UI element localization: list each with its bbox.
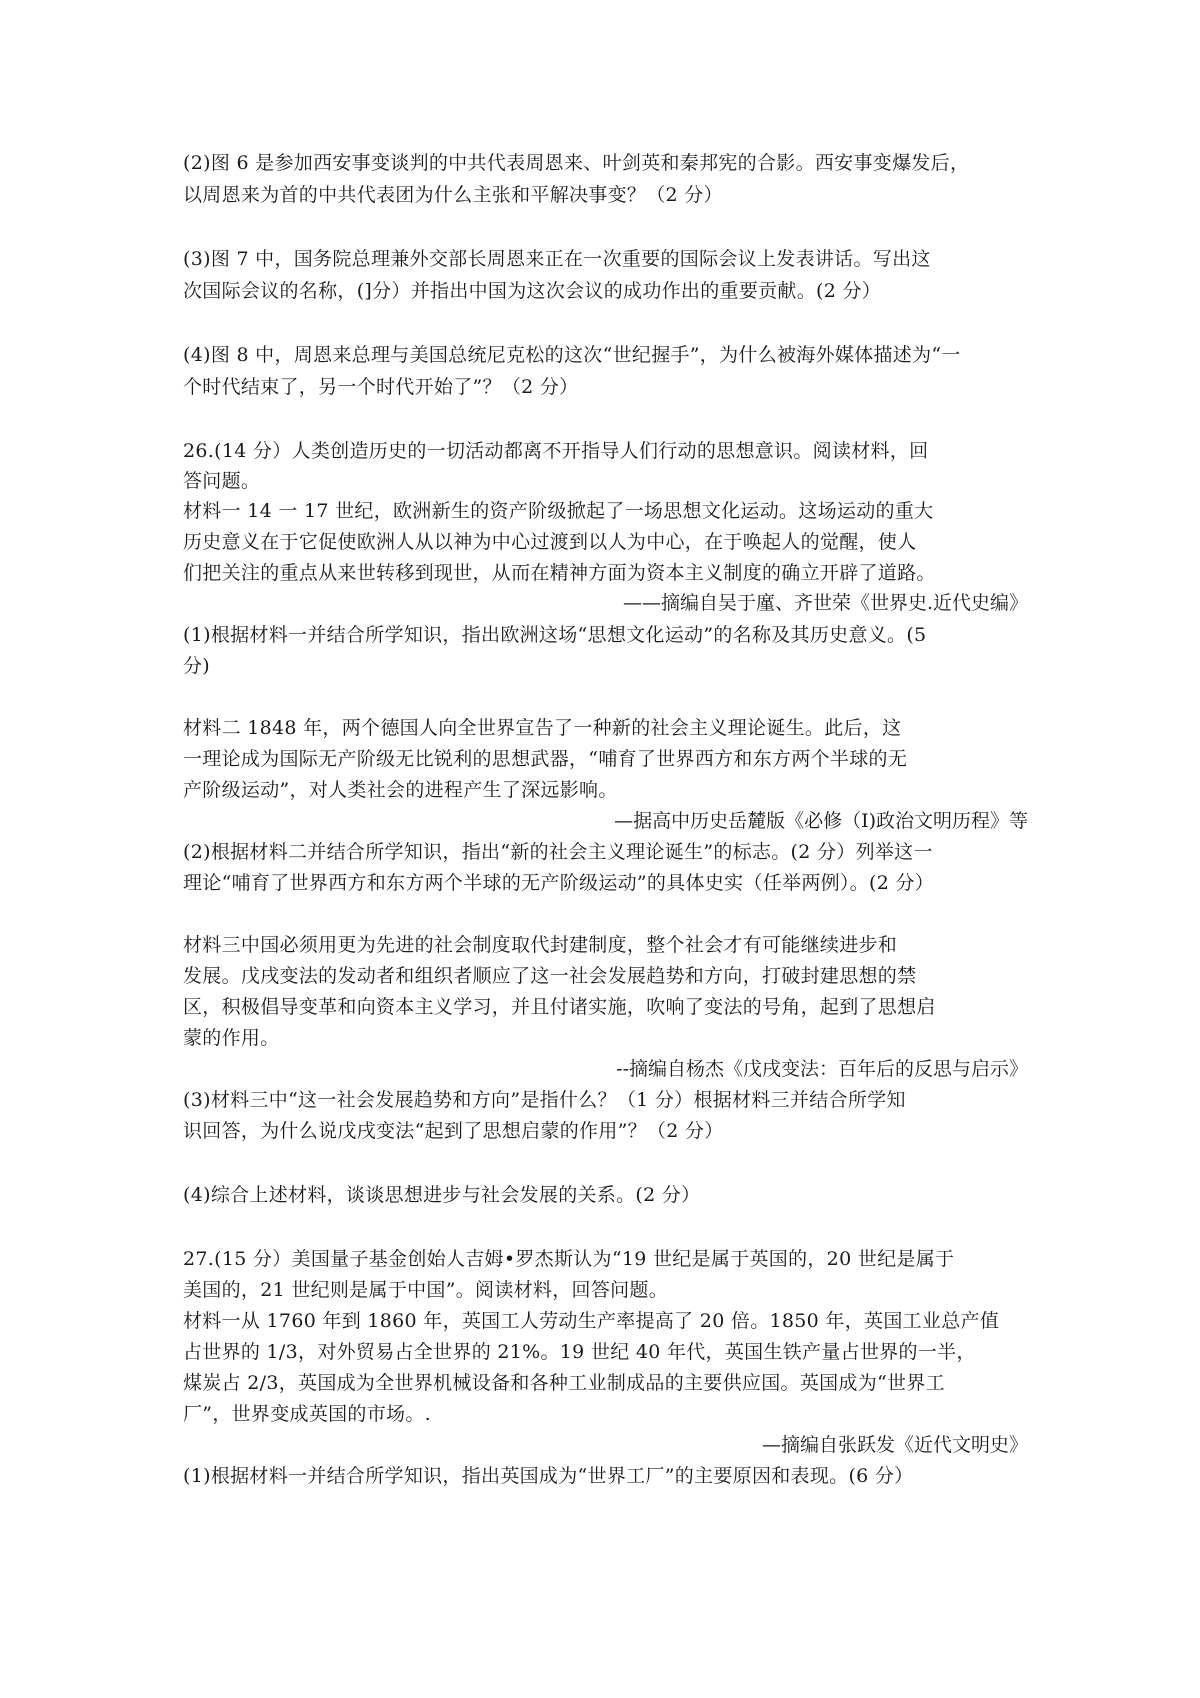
q25-2-line-2: 以周恩来为首的中共代表团为什么主张和平解决事变？（2 分）	[183, 184, 723, 206]
q26-question-3-line-2: 识回答，为什么说戊戌变法“起到了思想启蒙的作用”？（2 分）	[183, 1120, 724, 1142]
q26-material-2-source: —据高中历史岳麓版《必修（I)政治文明历程》等	[614, 810, 1028, 832]
q25-4-line-2: 个时代结束了，另一个时代开始了”？（2 分）	[183, 376, 579, 398]
q26-question-1-line-1: (1)根据材料一并结合所学知识，指出欧洲这场“思想文化运动”的名称及其历史意义。(5	[183, 624, 927, 646]
q26-material-1-line-2: 历史意义在于它促使欧洲人从以神为中心过渡到以人为中心，在于唤起人的觉醒，使人	[183, 531, 917, 553]
q26-material-1-line-1: 材料一 14 一 17 世纪，欧洲新生的资产阶级掀起了一场思想文化运动。这场运动的重大	[183, 500, 934, 522]
q27-material-1-line-1: 材料一从 1760 年到 1860 年，英国工人劳动生产率提高了 20 倍。1850 年，英国工业总产值	[183, 1310, 1000, 1332]
q26-material-3-line-2: 发展。戊戌变法的发动者和组织者顺应了这一社会发展趋势和方向，打破封建思想的禁	[183, 965, 917, 987]
q26-material-2-line-3: 产阶级运动”，对人类社会的进程产生了深远影响。	[183, 779, 618, 801]
q25-3-line-2: 次国际会议的名称，(]分）并指出中国为这次会议的成功作出的重要贡献。(2 分）	[183, 280, 882, 302]
q26-question-2-line-2: 理论“哺育了世界西方和东方两个半球的无产阶级运动”的具体史实（任举两例）。(2 分）	[183, 872, 935, 894]
q26-question-2-line-1: (2)根据材料二并结合所学知识，指出“新的社会主义理论诞生”的标志。(2 分）列举这一	[183, 841, 933, 863]
q26-question-4: (4)综合上述材料，谈谈思想进步与社会发展的关系。(2 分）	[183, 1184, 701, 1206]
q25-3-line-1: (3)图 7 中，国务院总理兼外交部长周恩来正在一次重要的国际会议上发表讲话。写出这	[183, 248, 931, 270]
q25-2-line-1: (2)图 6 是参加西安事变谈判的中共代表周恩来、叶剑英和秦邦宪的合影。西安事变爆发后，	[183, 152, 970, 174]
q27-intro-line-2: 美国的，21 世纪则是属于中国”。阅读材料，回答问题。	[183, 1279, 669, 1301]
q26-material-1-line-3: 们把关注的重点从来世转移到现世，从而在精神方面为资本主义制度的确立开辟了道路。	[183, 562, 936, 584]
q26-question-3-line-1: (3)材料三中“这一社会发展趋势和方向”是指什么？（1 分）根据材料三并结合所学知	[183, 1089, 906, 1111]
q27-material-1-line-4: 厂”，世界变成英国的市场。.	[183, 1403, 431, 1425]
q26-material-3-line-3: 区，积极倡导变革和向资本主义学习，并且付诸实施，吹响了变法的号角，起到了思想启	[183, 996, 936, 1018]
q26-material-1-source: ——摘编自吴于廑、齐世荣《世界史.近代史编》	[622, 592, 1028, 614]
q26-question-1-line-2: 分)	[183, 655, 211, 677]
q26-intro-line-2: 答问题。	[183, 470, 261, 492]
q26-material-2-line-1: 材料二 1848 年，两个德国人向全世界宣告了一种新的社会主义理论诞生。此后，这	[183, 717, 902, 739]
q26-intro-line-1: 26.(14 分）人类创造历史的一切活动都离不开指导人们行动的思想意识。阅读材料，回	[183, 440, 929, 462]
q27-material-1-source: —摘编自张跃发《近代文明史》	[761, 1434, 1028, 1456]
q26-material-3-line-1: 材料三中国必须用更为先进的社会制度取代封建制度，整个社会才有可能继续进步和	[183, 934, 898, 956]
q25-4-line-1: (4)图 8 中，周恩来总理与美国总统尼克松的这次“世纪握手”，为什么被海外媒体描述为“一	[183, 344, 961, 366]
q27-material-1-line-2: 占世界的 1/3，对外贸易占全世界的 21%。19 世纪 40 年代，英国生铁产量占世界的一半，	[183, 1341, 976, 1363]
q26-material-3-source: --摘编自杨杰《戊戌变法：百年后的反思与启示》	[616, 1058, 1028, 1080]
q27-intro-line-1: 27.(15 分）美国量子基金创始人吉姆•罗杰斯认为“19 世纪是属于英国的，20 世纪是属于	[183, 1248, 955, 1270]
q27-material-1-line-3: 煤炭占 2/3，英国成为全世界机械设备和各种工业制成品的主要供应国。英国成为“世界工	[183, 1372, 945, 1394]
q26-material-2-line-2: 一理论成为国际无产阶级无比锐利的思想武器，“哺育了世界西方和东方两个半球的无	[183, 748, 908, 770]
q26-material-3-line-4: 蒙的作用。	[183, 1027, 280, 1049]
q27-question-1: (1)根据材料一并结合所学知识，指出英国成为“世界工厂”的主要原因和表现。(6 分）	[183, 1465, 914, 1487]
